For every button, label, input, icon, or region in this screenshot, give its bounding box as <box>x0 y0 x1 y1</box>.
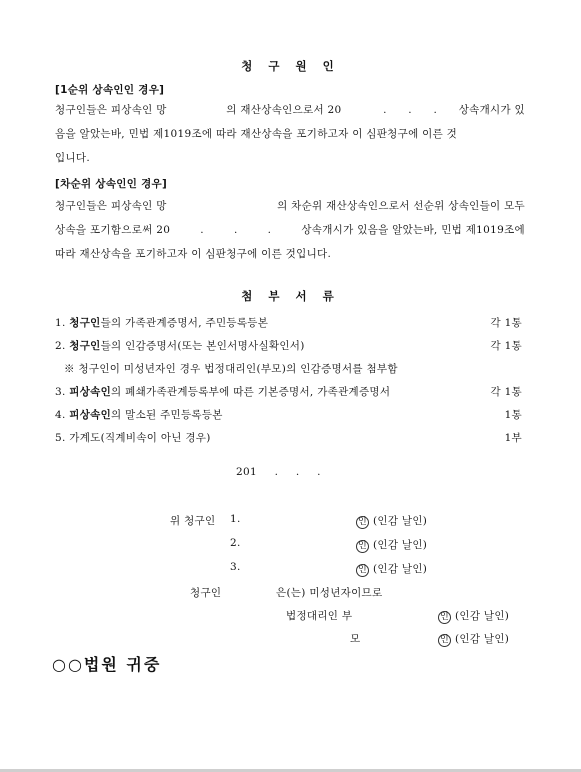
paragraph-line: 상속을 포기함으로써 20 . . . 상속개시가 있음을 알았는바, 민법 제1019조에 <box>55 224 525 236</box>
paragraph-line: 청구인들은 피상속인 망 의 재산상속인으로서 20 . . . 상속개시가 있 <box>55 104 525 116</box>
signature-seal-1: 인 (인감 날인) <box>358 515 428 527</box>
attachment-note: ※ 청구인이 미성년자인 경우 법정대리인(부모)의 인감증명서를 첨부함 <box>64 363 398 375</box>
attachment-item-2: 2. 청구인들의 인감증명서(또는 본인서명사실확인서) <box>55 340 305 352</box>
attachment-item-3: 3. 피상속인의 폐쇄가족관계등록부에 따른 기본증명서, 가족관계증명서 <box>55 386 391 398</box>
paragraph-second-rank <box>55 194 525 266</box>
court-addressee: ○○법원 귀중 <box>52 655 162 674</box>
paragraph-line: 청구인들은 피상속인 망 의 차순위 재산상속인으로서 선순위 상속인들이 모두 <box>55 200 525 212</box>
claimant-number-2: 2. <box>230 537 241 549</box>
paragraph-first-rank <box>55 98 525 170</box>
attachment-qty-4: 1통 <box>504 409 522 421</box>
guardian-mother-label: 모 <box>350 633 361 645</box>
attachment-item-4: 4. 피상속인의 말소된 주민등록등본 <box>55 409 223 421</box>
seal-icon: 인 <box>440 612 449 622</box>
minor-claimant-label: 청구인 <box>190 587 222 599</box>
paragraph-line: 음을 알았는바, 민법 제1019조에 따라 재산상속을 포기하고자 이 심판청구에 이른 것 <box>55 128 458 140</box>
paragraph-line: 따라 재산상속을 포기하고자 이 심판청구에 이른 것입니다. <box>55 248 332 260</box>
signature-seal-3: 인 (인감 날인) <box>358 563 428 575</box>
section-heading-second-rank: [차순위 상속인인 경우] <box>55 178 168 190</box>
claimant-number-3: 3. <box>230 561 241 573</box>
page-title: 청 구 원 인 <box>241 59 340 73</box>
attachment-item-1: 1. 청구인들의 가족관계증명서, 주민등록등본 <box>55 317 269 329</box>
signature-seal-mother: 인 (인감 날인) <box>440 633 510 645</box>
claimant-number-1: 1. <box>230 513 241 525</box>
seal-icon: 인 <box>358 517 367 527</box>
attachment-qty-3: 각 1통 <box>490 386 522 398</box>
attachment-item-5: 5. 가계도(직계비속이 아닌 경우) <box>55 432 211 444</box>
minor-claimant-text: 은(는) 미성년자이므로 <box>276 587 383 599</box>
seal-icon: 인 <box>358 565 367 575</box>
section-heading-first-rank: [1순위 상속인인 경우] <box>55 84 165 96</box>
signature-seal-2: 인 (인감 날인) <box>358 539 428 551</box>
attachment-qty-1: 각 1통 <box>490 317 522 329</box>
paragraph-line: 입니다. <box>55 152 90 164</box>
seal-icon: 인 <box>440 635 449 645</box>
attachments-title: 첨 부 서 류 <box>241 289 340 303</box>
claimant-label: 위 청구인 <box>170 515 216 527</box>
seal-icon: 인 <box>358 541 367 551</box>
attachment-qty-2: 각 1통 <box>490 340 522 352</box>
guardian-father-label: 법정대리인 부 <box>286 610 353 622</box>
attachment-qty-5: 1부 <box>504 432 522 444</box>
signature-seal-father: 인 (인감 날인) <box>440 610 510 622</box>
filing-date: 201 . . . <box>236 466 321 478</box>
